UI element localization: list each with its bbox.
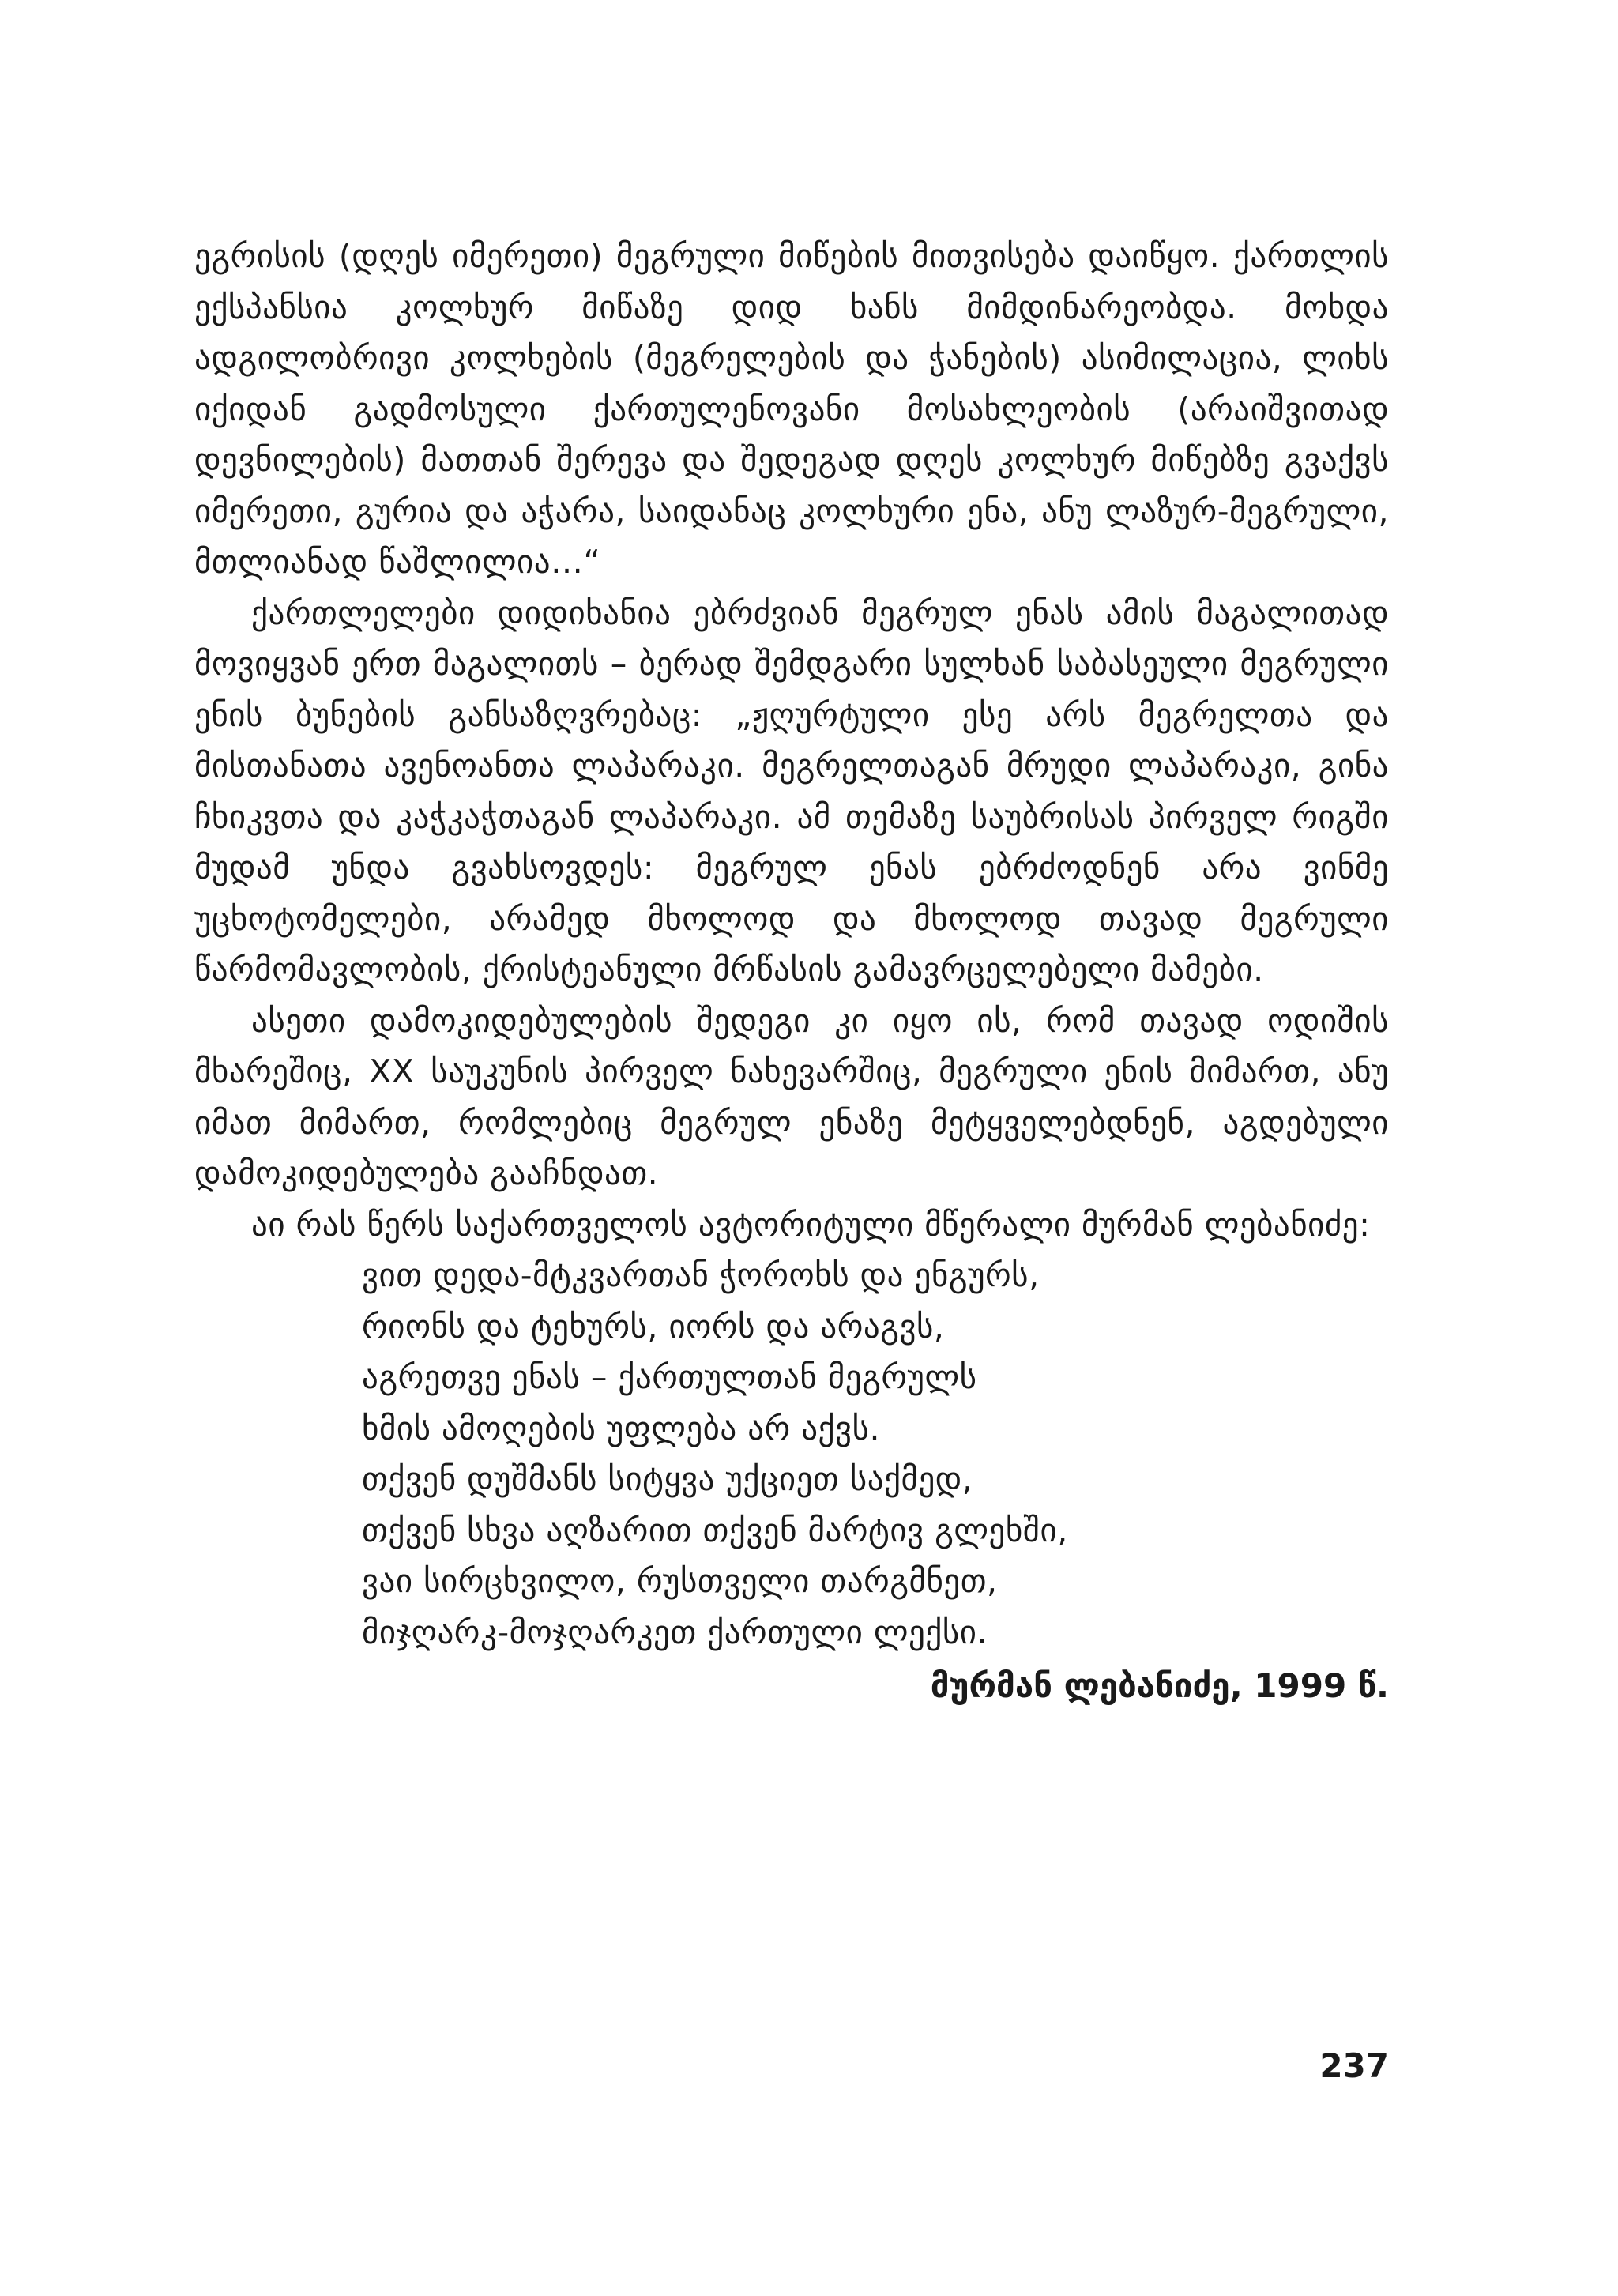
paragraph-3: ასეთი დამოკიდებულების შედეგი კი იყო ის, რომ თავად ოდიშის მხარეშიც, XX საუკუნის პირველ ნახევარშიც, მეგრული ენის მიმართ, ანუ იმათ მიმართ, რომლებიც მეგრულ ენაზე მეტყველებდნენ, აგდებული დამოკიდებულება გააჩნდათ. <box>194 1001 1389 1192</box>
poem-line: რიონს და ტეხურს, იორს და არაგვს, <box>362 1307 945 1346</box>
poem-line: თქვენ სხვა აღზარით თქვენ მარტივ გლეხში, <box>362 1511 1068 1549</box>
poem-line: მიჯღარკ-მოჯღარკეთ ქართული ლექსი. <box>362 1613 988 1651</box>
poem-line: ხმის ამოღების უფლება არ აქვს. <box>362 1409 881 1447</box>
paragraph-1: ეგრისის (დღეს იმერეთი) მეგრული მიწების მითვისება დაიწყო. ქართლის ექსპანსია კოლხურ მიწაზე დიდ ხანს მიმდინარეობდა. მოხდა ადგილობრივი კოლხების (მეგრელების და ჭანების) ასიმილაცია, ლიხს იქიდან გადმოსული ქართულენოვანი მოსახლეობის (არაიშვითად დევნილების) მათთან შერევა და შედეგად დღეს კოლხურ მიწებზე გვაქვს იმერეთი, გურია და აჭარა, საიდანაც კოლხური ენა, ანუ ლაზურ-მეგრული, მთლიანად წაშლილია…“ <box>194 237 1389 581</box>
poem-line: თქვენ დუშმანს სიტყვა უქციეთ საქმედ, <box>362 1460 973 1498</box>
poem <box>362 1250 1389 1658</box>
page-content <box>194 231 1389 1711</box>
poem-line: აგრეთვე ენას – ქართულთან მეგრულს <box>362 1358 977 1396</box>
page-number: 237 <box>1319 2046 1389 2085</box>
poem-line: ვით დედა-მტკვართან ჭოროხს და ენგურს, <box>362 1256 1040 1294</box>
poem-signature: მურმან ლებანიძე, 1999 წ. <box>930 1666 1389 1705</box>
paragraph-2: ქართლელები დიდიხანია ებრძვიან მეგრულ ენას ამის მაგალითად მოვიყვან ერთ მაგალითს – ბერად შემდგარი სულხან საბასეული მეგრული ენის ბუნების განსაზღვრებაც: „ჟღურტული ესე არს მეგრელთა და მისთანათა ავენოანთა ლაპარაკი. მეგრელთაგან მრუდი ლაპარაკი, გინა ჩხიკვთა და კაჭკაჭთაგან ლაპარაკი. ამ თემაზე საუბრისას პირველ რიგში მუდამ უნდა გვახსოვდეს: მეგრულ ენას ებრძოდნენ არა ვინმე უცხოტომელები, არამედ მხოლოდ და მხოლოდ თავად მეგრული წარმომავლობის, ქრისტეანული მრწასის გამავრცელებელი მამები. <box>194 593 1389 988</box>
poem-line: ვაი სირცხვილო, რუსთველი თარგმნეთ, <box>362 1562 998 1600</box>
paragraph-4: აი რას წერს საქართველოს ავტორიტული მწერალი მურმან ლებანიძე: <box>251 1205 1371 1244</box>
